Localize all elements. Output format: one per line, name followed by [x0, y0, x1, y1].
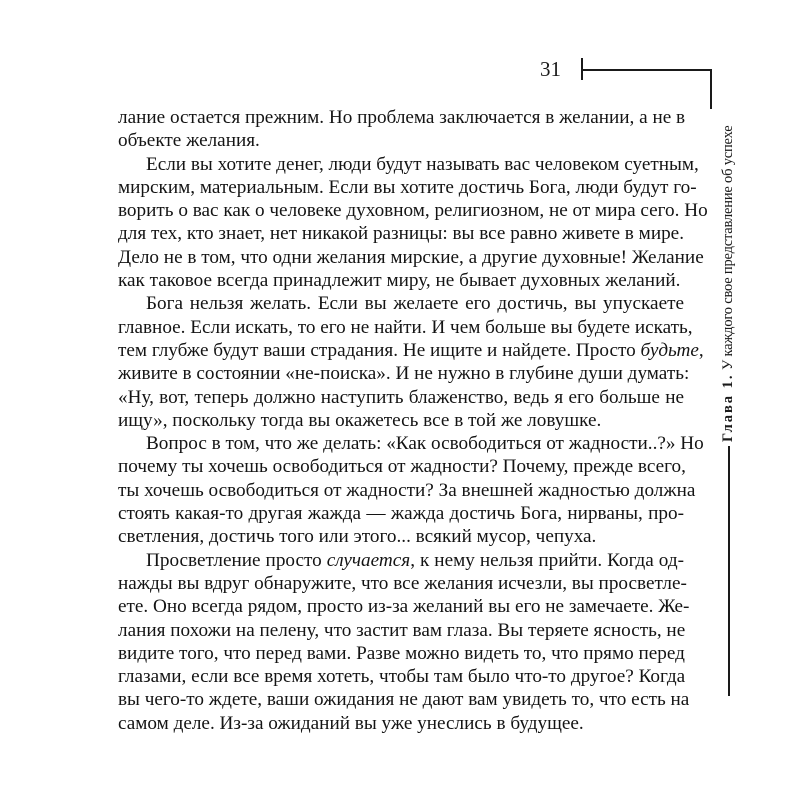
text-line: лание остается прежним. Но проблема заключается в желании, а не в [118, 107, 686, 128]
text-line: почему ты хочешь освободиться от жадности? Почему, прежде всего, [118, 456, 686, 478]
text-line: лания похожи на пелену, что застит вам глаза. Вы теряете ясность, не [118, 619, 686, 641]
body-text [118, 106, 708, 735]
text-line: стоять какая-то другая жажда — жажда достичь Бога, нирваны, про- [118, 503, 684, 525]
running-title [716, 108, 740, 442]
text-line: вы чего-то ждете, ваши ожидания не дают вам увидеть то, что есть на [118, 689, 690, 711]
side-rule-top [710, 69, 712, 109]
emphasis: будьте [640, 339, 699, 361]
text-line: как таковое всегда принадлежит миру, не бывает духовных желаний. [118, 270, 681, 292]
text-line: «Ну, вот, теперь должно наступить блаженство, ведь я его больше не [118, 386, 684, 408]
text-line: ете. Оно всегда рядом, просто из-за желаний вы его не замечаете. Же- [118, 596, 690, 618]
text-line: видите того, что перед вами. Разве можно видеть то, что прямо перед [118, 642, 685, 664]
text-line: светления, достичь того или этого... всякий мусор, чепуха. [118, 526, 597, 548]
text-line: Просветление просто случается, к нему нельзя прийти. Когда од- [146, 549, 684, 571]
running-title-chapter: Глава 1. [720, 373, 736, 442]
text-line: тем глубже будут ваши страдания. Не ищите и найдете. Просто будьте, [118, 339, 704, 361]
page-number: 31 [540, 57, 561, 81]
header-rule-horizontal [581, 69, 711, 71]
side-rule-bottom [728, 446, 730, 696]
text-line: Дело не в том, что одни желания мирские, а другие духовные! Желание [118, 246, 704, 268]
text-line: главное. Если искать, то его не найти. И чем больше вы будете искать, [118, 316, 693, 338]
text-line: ищу», поскольку тогда вы окажетесь все в той же ловушке. [118, 409, 602, 431]
text-line: живите в состоянии «не-поиска». И не нужно в глубине души думать: [118, 363, 690, 385]
running-title-text: У каждого свое представление об успехе [720, 125, 736, 374]
text-line: глазами, если все время хотеть, чтобы там было что-то другое? Когда [118, 666, 686, 688]
text-line: самом деле. Из-за ожиданий вы уже унеслись в будущее. [118, 712, 584, 734]
text-line: объекте желания. [118, 130, 260, 152]
emphasis: случается [326, 549, 411, 571]
text-line: для тех, кто знает, нет никакой разницы: вы все равно живете в мире. [118, 223, 684, 245]
text-line: ты хочешь освободиться от жадности? За внешней жадностью должна [118, 479, 696, 501]
text-line: мирским, материальным. Если вы хотите достичь Бога, люди будут го- [118, 176, 697, 198]
text-line: Если вы хотите денег, люди будут называть вас человеком суетным, [146, 153, 699, 175]
text-line: ворить о вас как о человеке духовном, религиозном, не от мира сего. Но [118, 200, 708, 222]
text-line: Бога нельзя желать. Если вы желаете его достичь, вы упускаете [146, 293, 684, 315]
text-line: Вопрос в том, что же делать: «Как освободиться от жадности..?» Но [146, 433, 704, 455]
text-line: нажды вы вдруг обнаружите, что все желания исчезли, вы просветле- [118, 572, 687, 594]
